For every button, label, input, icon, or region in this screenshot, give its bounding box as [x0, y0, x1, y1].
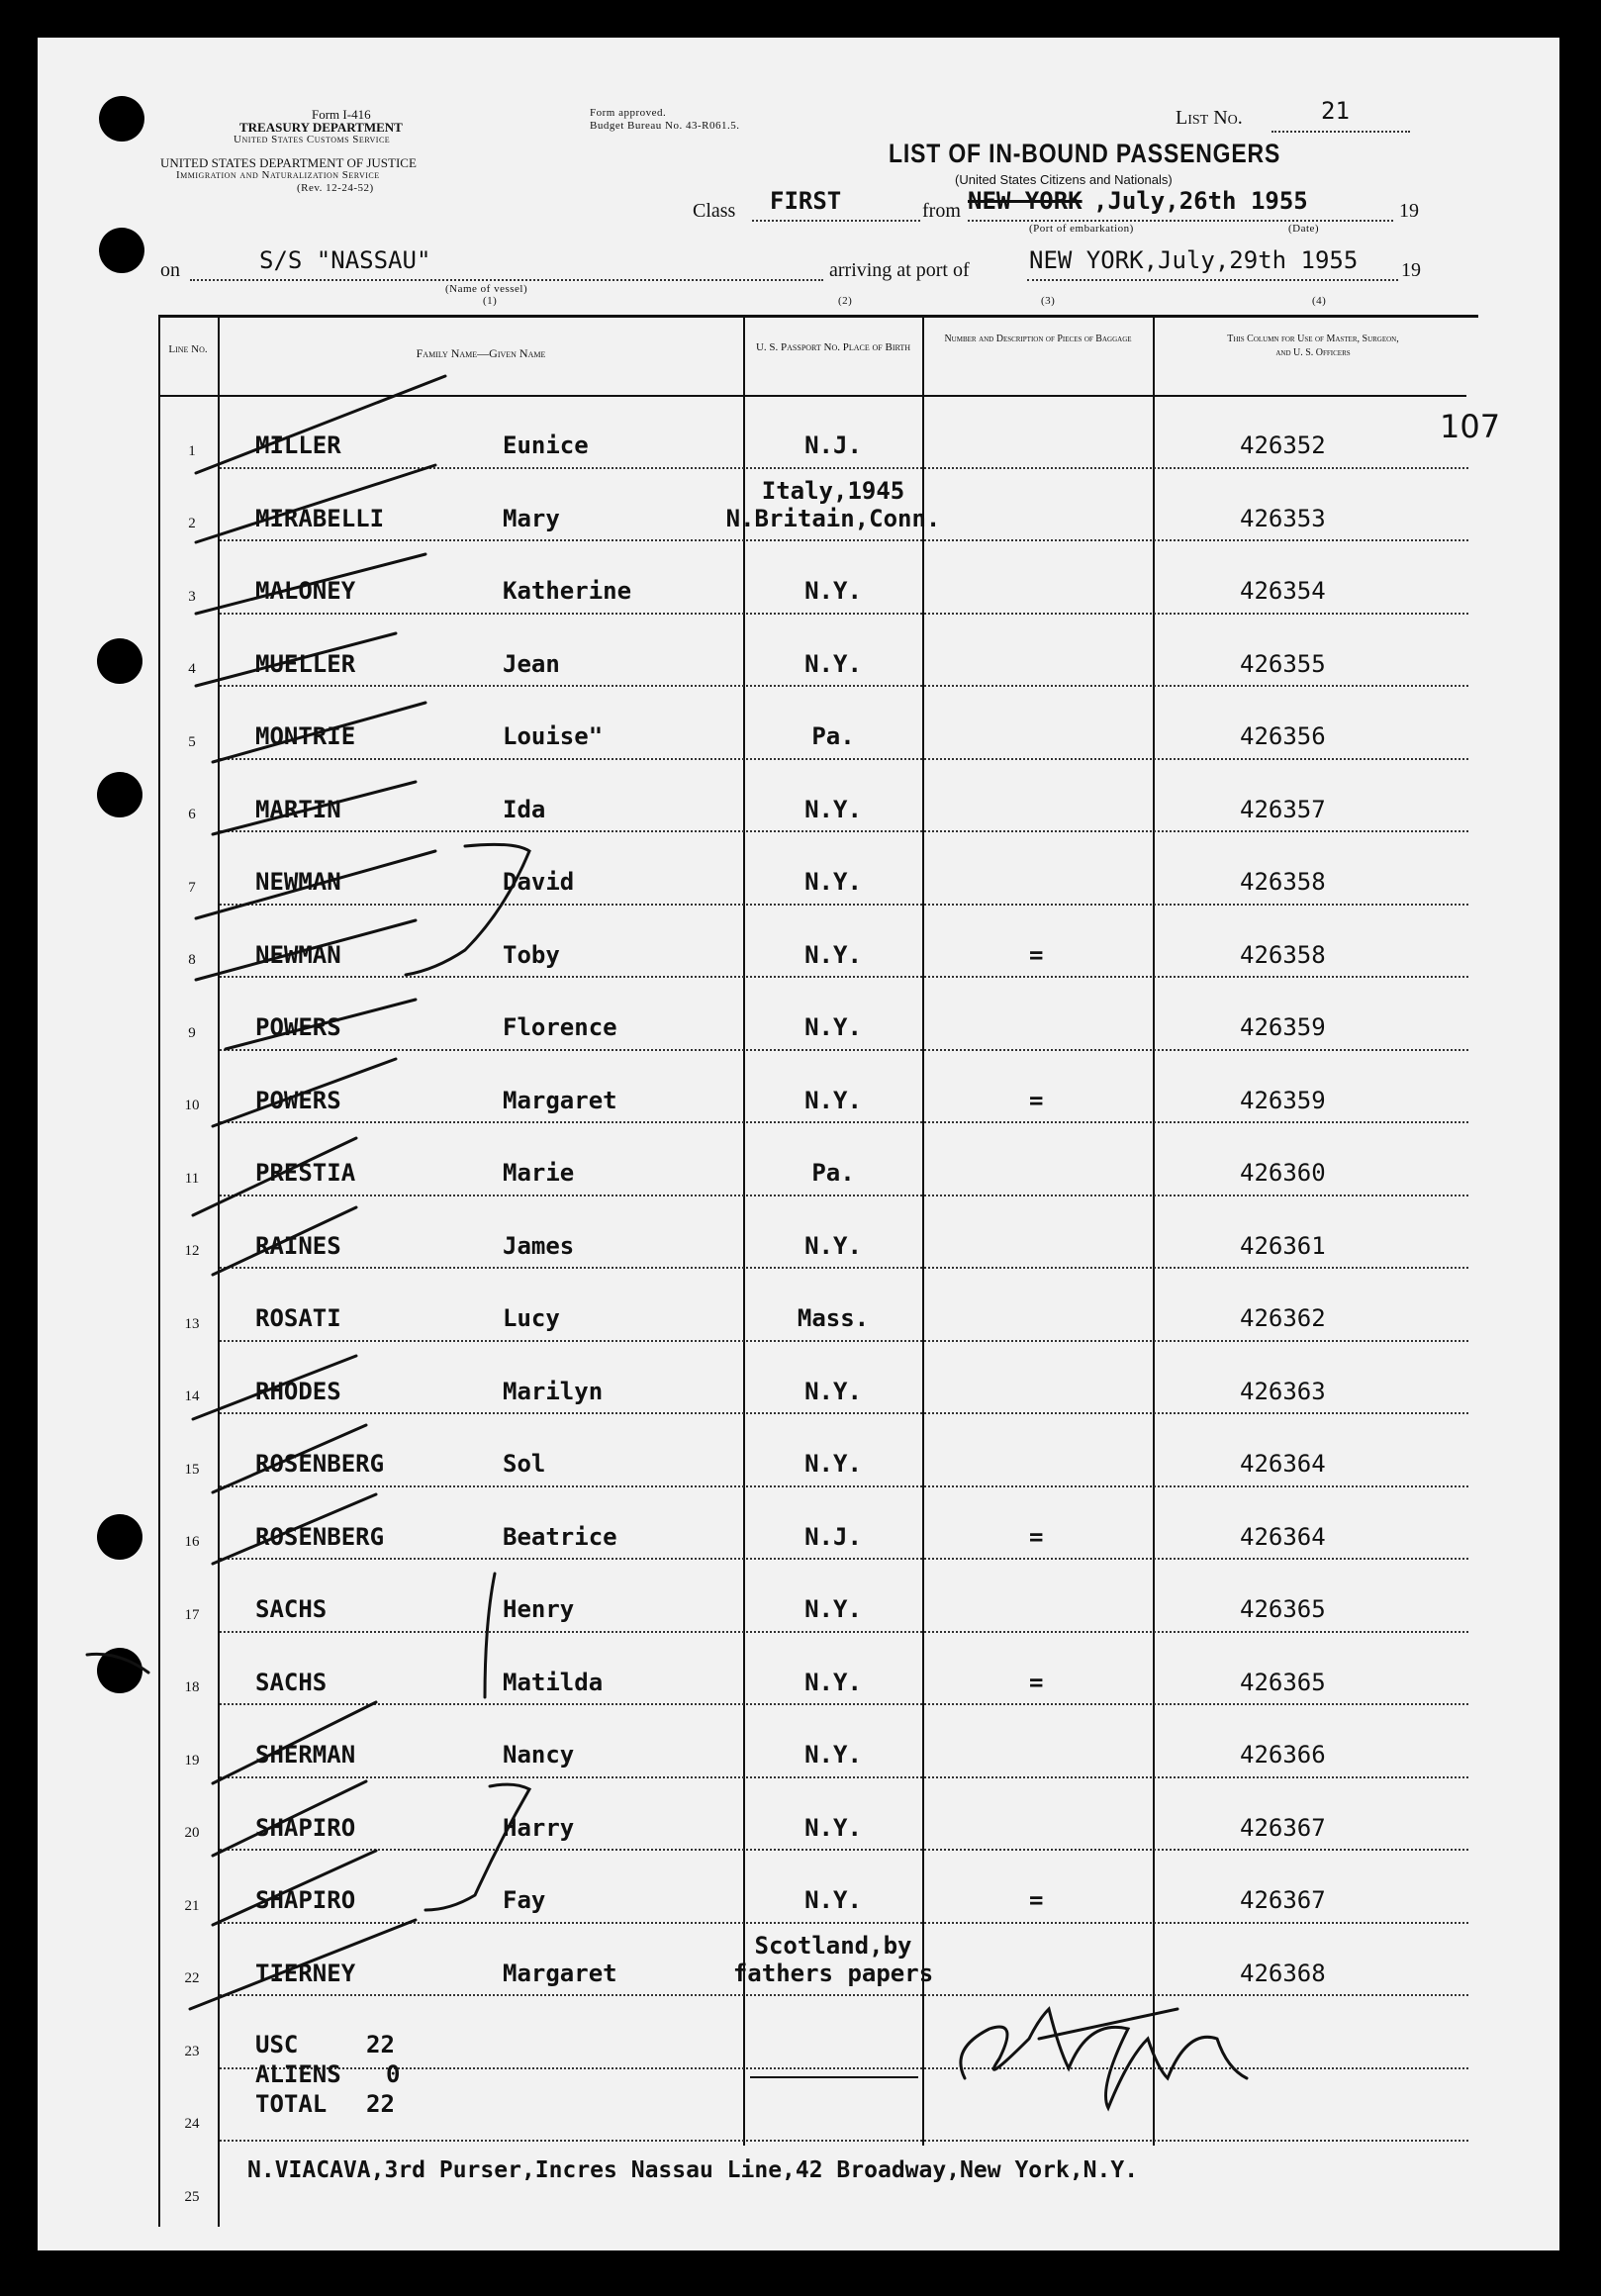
place-of-birth: N.Y. [804, 649, 862, 678]
treasury-department: TREASURY DEPARTMENT [239, 120, 403, 135]
officer-number: 426360 [1240, 1159, 1326, 1187]
line-number: 10 [184, 1098, 200, 1113]
baggage-ditto: = [1029, 1522, 1044, 1551]
officer-number: 426355 [1240, 649, 1326, 678]
given-name: Harry [503, 1813, 575, 1842]
line-number: 22 [184, 1970, 200, 1986]
family-name: ROSENBERG [255, 1522, 385, 1551]
port-embarkation-label: (Port of embarkation) [1029, 223, 1134, 235]
check-mark [213, 1494, 376, 1564]
family-name: MUELLER [255, 649, 356, 678]
line-number: 7 [188, 879, 196, 896]
class-value: FIRST [770, 187, 842, 215]
given-name: Louise" [503, 722, 604, 750]
line-number: 3 [188, 588, 196, 605]
check-mark [213, 1851, 376, 1925]
officer-number: 426361 [1240, 1231, 1326, 1260]
family-name: SHAPIRO [255, 1813, 356, 1842]
officer-number: 426352 [1240, 431, 1326, 459]
place-of-birth: N.Y. [804, 1231, 862, 1260]
header-officers: This Column for Use of Master, Surgeon, and U. S. Officers [1227, 334, 1399, 358]
line-number: 14 [184, 1388, 200, 1404]
family-name: POWERS [255, 1086, 341, 1114]
customs-service: United States Customs Service [234, 134, 391, 145]
place-of-birth: Pa. [811, 1159, 855, 1187]
column-4-number: (4) [1312, 295, 1327, 307]
place-of-birth: N.Y. [804, 1377, 862, 1405]
line-number: 17 [184, 1606, 200, 1623]
usc-value: 22 [366, 2031, 395, 2058]
header-family-name: Family Name—Given Name [416, 346, 546, 360]
signature [961, 2009, 1247, 2108]
check-mark [196, 851, 435, 918]
document-title: LIST OF IN-BOUND PASSENGERS [889, 139, 1281, 168]
place-of-birth: N.J. [804, 1522, 862, 1551]
family-name: PRESTIA [255, 1159, 356, 1187]
line-number: 24 [184, 2116, 200, 2132]
check-mark [213, 782, 416, 834]
line-number: 21 [184, 1897, 200, 1914]
officer-number: 426367 [1240, 1813, 1326, 1842]
budget-bureau: Budget Bureau No. 43-R061.5. [590, 120, 740, 132]
given-name: David [503, 868, 575, 896]
place-of-birth: N.Y. [804, 1741, 862, 1769]
baggage-ditto: = [1029, 940, 1044, 969]
family-bracket [406, 844, 529, 975]
header-line-no: Line No. [168, 343, 208, 355]
place-of-birth: N.Y. [804, 1595, 862, 1623]
date-label: (Date) [1288, 223, 1320, 235]
line-number: 23 [184, 2043, 200, 2059]
total-value: 22 [366, 2090, 395, 2118]
check-mark [213, 1207, 356, 1275]
aliens-value: 0 [386, 2060, 401, 2088]
line-number: 4 [188, 661, 196, 677]
place-of-birth: N.Y. [804, 1813, 862, 1842]
check-mark [193, 1356, 356, 1419]
check-mark [213, 1702, 376, 1783]
line-number: 9 [188, 1024, 196, 1041]
family-name: MONTRIE [255, 722, 356, 750]
officer-number: 426368 [1240, 1959, 1326, 1987]
officer-number: 426363 [1240, 1377, 1326, 1405]
family-name: SHAPIRO [255, 1886, 356, 1914]
given-name: Marilyn [503, 1377, 604, 1405]
officer-number: 426366 [1240, 1741, 1326, 1769]
given-name: Henry [503, 1595, 575, 1623]
officer-number: 426358 [1240, 868, 1326, 896]
line-number: 15 [184, 1461, 200, 1478]
check-mark [213, 703, 425, 762]
officer-number: 426364 [1240, 1522, 1326, 1551]
line-number: 2 [188, 516, 196, 531]
place-of-birth: N.J. [804, 431, 862, 459]
department-of-justice: UNITED STATES DEPARTMENT OF JUSTICE [160, 155, 417, 170]
given-name: Toby [503, 940, 560, 969]
header-passport: U. S. Passport No. Place of Birth [755, 341, 911, 353]
check-mark [190, 1920, 416, 2009]
family-name: NEWMAN [255, 868, 341, 896]
line-number: 5 [188, 733, 196, 750]
form-revision: (Rev. 12-24-52) [297, 182, 374, 194]
officer-number: 426365 [1240, 1595, 1326, 1623]
check-mark [213, 1425, 366, 1492]
immigration-service: Immigration and Naturalization Service [176, 169, 380, 181]
baggage-ditto: = [1029, 1086, 1044, 1114]
aliens-label: ALIENS [255, 2060, 341, 2088]
line-number: 8 [188, 952, 196, 968]
from-label: from [922, 200, 961, 222]
form-number: Form I-416 [312, 107, 371, 122]
place-of-birth: N.Y. [804, 1086, 862, 1114]
check-mark [193, 1138, 356, 1215]
officer-number: 426359 [1240, 1086, 1326, 1114]
family-name: MALONEY [255, 577, 356, 605]
column-2-number: (2) [838, 295, 853, 307]
total-label: TOTAL [255, 2090, 328, 2118]
check-mark [226, 1000, 416, 1049]
family-name: MILLER [255, 431, 341, 459]
check-mark [196, 376, 445, 473]
family-name: NEWMAN [255, 940, 341, 969]
officer-number: 426359 [1240, 1013, 1326, 1041]
place-of-birth-note: Italy,1945 [761, 476, 905, 505]
family-name: ROSENBERG [255, 1450, 385, 1478]
line-number: 12 [184, 1243, 200, 1259]
vessel-name: S/S "NASSAU" [259, 246, 431, 274]
baggage-ditto: = [1029, 1668, 1044, 1696]
line-number: 13 [184, 1315, 200, 1332]
line-number: 11 [184, 1170, 200, 1187]
place-of-birth: N.Y. [804, 577, 862, 605]
check-mark [196, 633, 396, 686]
check-mark [213, 1059, 396, 1126]
family-name: RHODES [255, 1377, 341, 1405]
officer-number: 426354 [1240, 577, 1326, 605]
list-number: 21 [1321, 97, 1350, 125]
family-name: MARTIN [255, 795, 341, 823]
check-mark [213, 1781, 366, 1856]
given-name: Fay [503, 1886, 546, 1914]
officer-number: 426358 [1240, 940, 1326, 969]
form-approved: Form approved. [590, 107, 667, 119]
family-name: SHERMAN [255, 1741, 356, 1769]
officer-number: 426356 [1240, 722, 1326, 750]
officer-number: 426365 [1240, 1668, 1326, 1696]
line-number: 19 [184, 1752, 200, 1769]
place-of-birth: N.Y. [804, 1450, 862, 1478]
given-name: Florence [503, 1013, 617, 1041]
list-number-label: List No. [1176, 107, 1243, 129]
line-number: 25 [184, 2188, 200, 2205]
family-name: SACHS [255, 1668, 328, 1696]
given-name: Beatrice [503, 1522, 617, 1551]
vessel-name-label: (Name of vessel) [445, 283, 528, 295]
document-subtitle: (United States Citizens and Nationals) [955, 172, 1173, 187]
family-name: SACHS [255, 1595, 328, 1623]
family-name: MIRABELLI [255, 504, 385, 532]
place-of-birth-note: Scotland,by [754, 1931, 912, 1960]
officer-number: 426357 [1240, 795, 1326, 823]
place-of-birth: N.Y. [804, 795, 862, 823]
line-number: 1 [188, 442, 196, 459]
line-number: 6 [188, 807, 196, 822]
given-name: Katherine [503, 577, 632, 605]
officer-number: 426362 [1240, 1304, 1326, 1332]
place-of-birth: Pa. [811, 722, 855, 750]
officer-number: 426367 [1240, 1886, 1326, 1914]
place-of-birth: N.Y. [804, 1886, 862, 1914]
header-baggage: Number and Description of Pieces of Baggage [944, 334, 1132, 344]
place-of-birth: fathers papers [732, 1959, 934, 1987]
on-label: on [160, 259, 180, 281]
place-of-birth: N.Y. [804, 1668, 862, 1696]
place-of-birth: N.Y. [804, 868, 862, 896]
given-name: Margaret [503, 1959, 617, 1987]
given-name: Nancy [503, 1741, 575, 1769]
usc-label: USC [255, 2031, 299, 2058]
given-name: Ida [503, 795, 546, 823]
class-label: Class [693, 200, 736, 222]
column-1-number: (1) [483, 295, 498, 307]
family-name: TIERNEY [255, 1959, 356, 1987]
year-prefix: 19 [1399, 200, 1419, 222]
baggage-ditto: = [1029, 1886, 1044, 1914]
from-port-struck: NEW YORK [968, 187, 1083, 215]
purser-line: N.VIACAVA,3rd Purser,Incres Nassau Line,42 Broadway,New York,N.Y. [247, 2157, 1139, 2183]
officer-number: 426364 [1240, 1450, 1326, 1478]
margin-tick [87, 1654, 148, 1673]
given-name: James [503, 1231, 575, 1260]
given-name: Marie [503, 1159, 575, 1187]
officer-number: 426353 [1240, 504, 1326, 532]
given-name: Sol [503, 1450, 546, 1478]
family-name: POWERS [255, 1013, 341, 1041]
family-bracket [425, 1784, 529, 1910]
place-of-birth: N.Y. [804, 940, 862, 969]
arrival-port-date: NEW YORK,July,29th 1955 [1029, 246, 1359, 274]
family-name: RAINES [255, 1231, 341, 1260]
embarkation-date: ,July,26th 1955 [1093, 187, 1308, 215]
line-number: 20 [184, 1825, 200, 1841]
column-3-number: (3) [1041, 295, 1056, 307]
place-of-birth: N.Britain,Conn. [725, 504, 941, 532]
given-name: Margaret [503, 1086, 617, 1114]
arriving-label: arriving at port of [829, 259, 970, 281]
given-name: Mary [503, 504, 560, 532]
check-mark [196, 554, 425, 614]
family-name: ROSATI [255, 1304, 341, 1332]
given-name: Matilda [503, 1668, 604, 1696]
place-of-birth: N.Y. [804, 1013, 862, 1041]
check-mark [196, 920, 416, 980]
line-number: 16 [184, 1534, 200, 1550]
family-bracket [485, 1574, 495, 1697]
page-stamp: 107 [1440, 408, 1501, 445]
given-name: Lucy [503, 1304, 560, 1332]
year-prefix: 19 [1401, 259, 1421, 281]
given-name: Eunice [503, 431, 589, 459]
line-number: 18 [184, 1679, 200, 1695]
place-of-birth: Mass. [797, 1304, 870, 1332]
given-name: Jean [503, 649, 560, 678]
check-mark [196, 465, 435, 542]
